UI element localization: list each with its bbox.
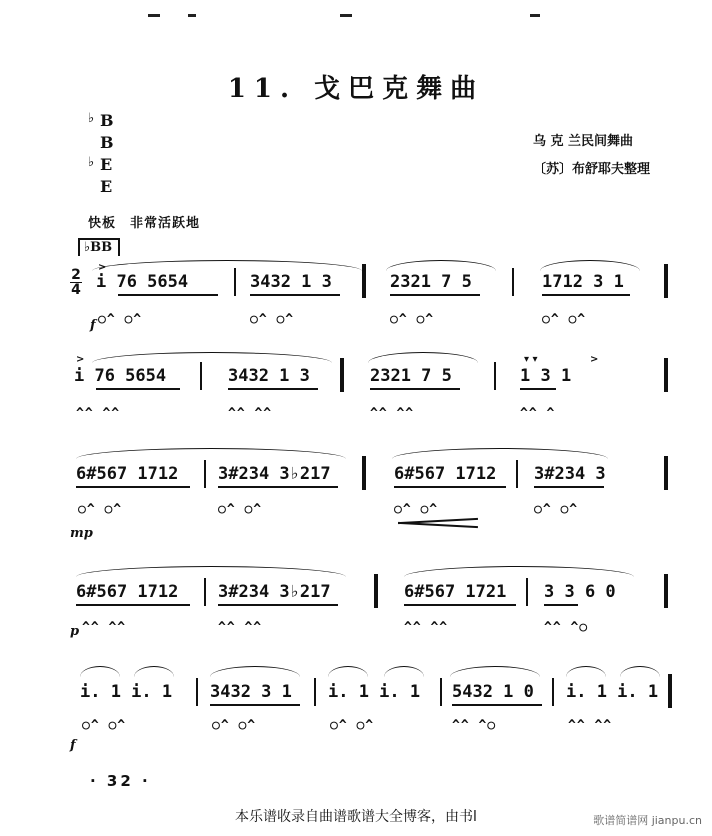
measure-notes: 6#567 1712 — [394, 464, 497, 484]
tempo-marking — [88, 212, 214, 231]
origin: 乌 克 兰民间舞曲 — [532, 134, 634, 149]
measure-notes: i. 1 i. 1 — [328, 682, 421, 702]
measure-notes: 2321 7 5 — [370, 366, 452, 386]
arranger: 〔苏〕布舒耶夫整理 — [532, 162, 650, 177]
stroke-marks: ○^ ○^ — [542, 312, 587, 327]
stroke-marks: ○^ ○^ — [82, 718, 127, 733]
score-row-4 — [0, 566, 712, 650]
dynamic-marking: p — [70, 624, 80, 639]
expression: 非常活跃地 — [130, 216, 201, 231]
measure-notes: 3#234 3 — [534, 464, 606, 484]
measure-notes: 3#234 3♭217 — [218, 464, 331, 484]
time-signature: 2 4 — [71, 267, 81, 298]
stroke-marks: ○^ ○^ — [98, 312, 143, 327]
strings-box: ♭BB — [78, 238, 120, 256]
dynamic-marking: mp — [70, 526, 93, 541]
score-row-5 — [0, 664, 712, 760]
stroke-marks: ^^ ^^ — [370, 406, 415, 421]
stroke-marks: ○^ ○^ — [218, 502, 263, 517]
measure-notes: 2321 7 5 — [390, 272, 472, 292]
measure-notes: 3#234 3♭217 — [218, 582, 331, 602]
footer-note: 本乐谱收录自曲谱歌谱大全博客，由书l — [235, 809, 477, 825]
credits — [533, 128, 650, 184]
stroke-marks: ○^ ○^ — [394, 502, 439, 517]
stroke-marks: ○^ ○^ — [212, 718, 257, 733]
flat-icon: ♭ — [88, 155, 95, 170]
stroke-marks: ^^ ^^ — [228, 406, 273, 421]
measure-notes: 1 3 1 — [520, 366, 572, 386]
tempo: 快板 — [88, 216, 117, 231]
page-number: · 32 · — [90, 772, 151, 790]
measure-notes: 1712 3 1 — [542, 272, 624, 292]
top-scan-marks — [0, 14, 712, 26]
flat-icon: ♭ — [88, 111, 95, 126]
dynamic-marking: f — [70, 738, 76, 753]
stroke-marks: ^^ ^○ — [452, 718, 497, 733]
score-row-1: > i 76 5654 3432 1 3 2321 7 5 1712 3 1 f ○^ ○^ ○^ ○^ ○^ ○^ ○^ ○^ — [0, 260, 712, 340]
stroke-marks: ○^ ○^ — [250, 312, 295, 327]
stroke-marks: ○^ ○^ — [330, 718, 375, 733]
tuning-string-1: ♭ B — [88, 110, 114, 132]
stroke-marks: ^^ ^^ — [76, 406, 121, 421]
measure-notes: 6#567 1721 — [404, 582, 507, 602]
stroke-marks: ^^ ^ — [520, 406, 556, 421]
measure-notes: i. 1 i. 1 — [566, 682, 659, 702]
dynamic-marking: f — [90, 318, 96, 333]
measure-notes: 3432 3 1 — [210, 682, 292, 702]
stroke-marks: ○^ ○^ — [78, 502, 123, 517]
stroke-marks: ^^ ^^ — [82, 620, 127, 635]
measure-notes: i. 1 i. 1 — [80, 682, 173, 702]
page-title: 11. 戈巴克舞曲 — [227, 74, 485, 104]
measure-notes: 3432 1 3 — [250, 272, 332, 292]
stroke-marks: ○^ ○^ — [390, 312, 435, 327]
watermark: 歌谱简谱网 jianpu.cn — [593, 814, 702, 827]
tuning-string-3: ♭ E — [88, 154, 114, 176]
stroke-marks: ○^ ○^ — [534, 502, 579, 517]
measure-notes: 6#567 1712 — [76, 464, 179, 484]
stroke-marks: ^^ ^^ — [568, 718, 613, 733]
measure-notes: i 76 5654 — [74, 366, 167, 386]
tuning-string-4: E — [100, 177, 113, 196]
measure-notes: 3 3 6 0 — [544, 582, 616, 602]
measure-notes: 5432 1 0 — [452, 682, 534, 702]
measure-notes: i 76 5654 — [96, 272, 189, 292]
measure-notes: 6#567 1712 — [76, 582, 179, 602]
stroke-marks: ^^ ^^ — [218, 620, 263, 635]
stroke-marks: ^^ ^^ — [404, 620, 449, 635]
measure-notes: 3432 1 3 — [228, 366, 310, 386]
tuning-list — [88, 110, 114, 198]
tuning-string-2: B — [100, 133, 114, 152]
stroke-marks: ^^ ^○ — [544, 620, 589, 635]
score-row-2: > i 76 5654 3432 1 3 2321 7 5 ▾ ▾ > 1 3 1 ^^ ^^ ^^ ^^ ^^ ^^ ^^ ^ — [0, 352, 712, 432]
score-row-3 — [0, 448, 712, 548]
